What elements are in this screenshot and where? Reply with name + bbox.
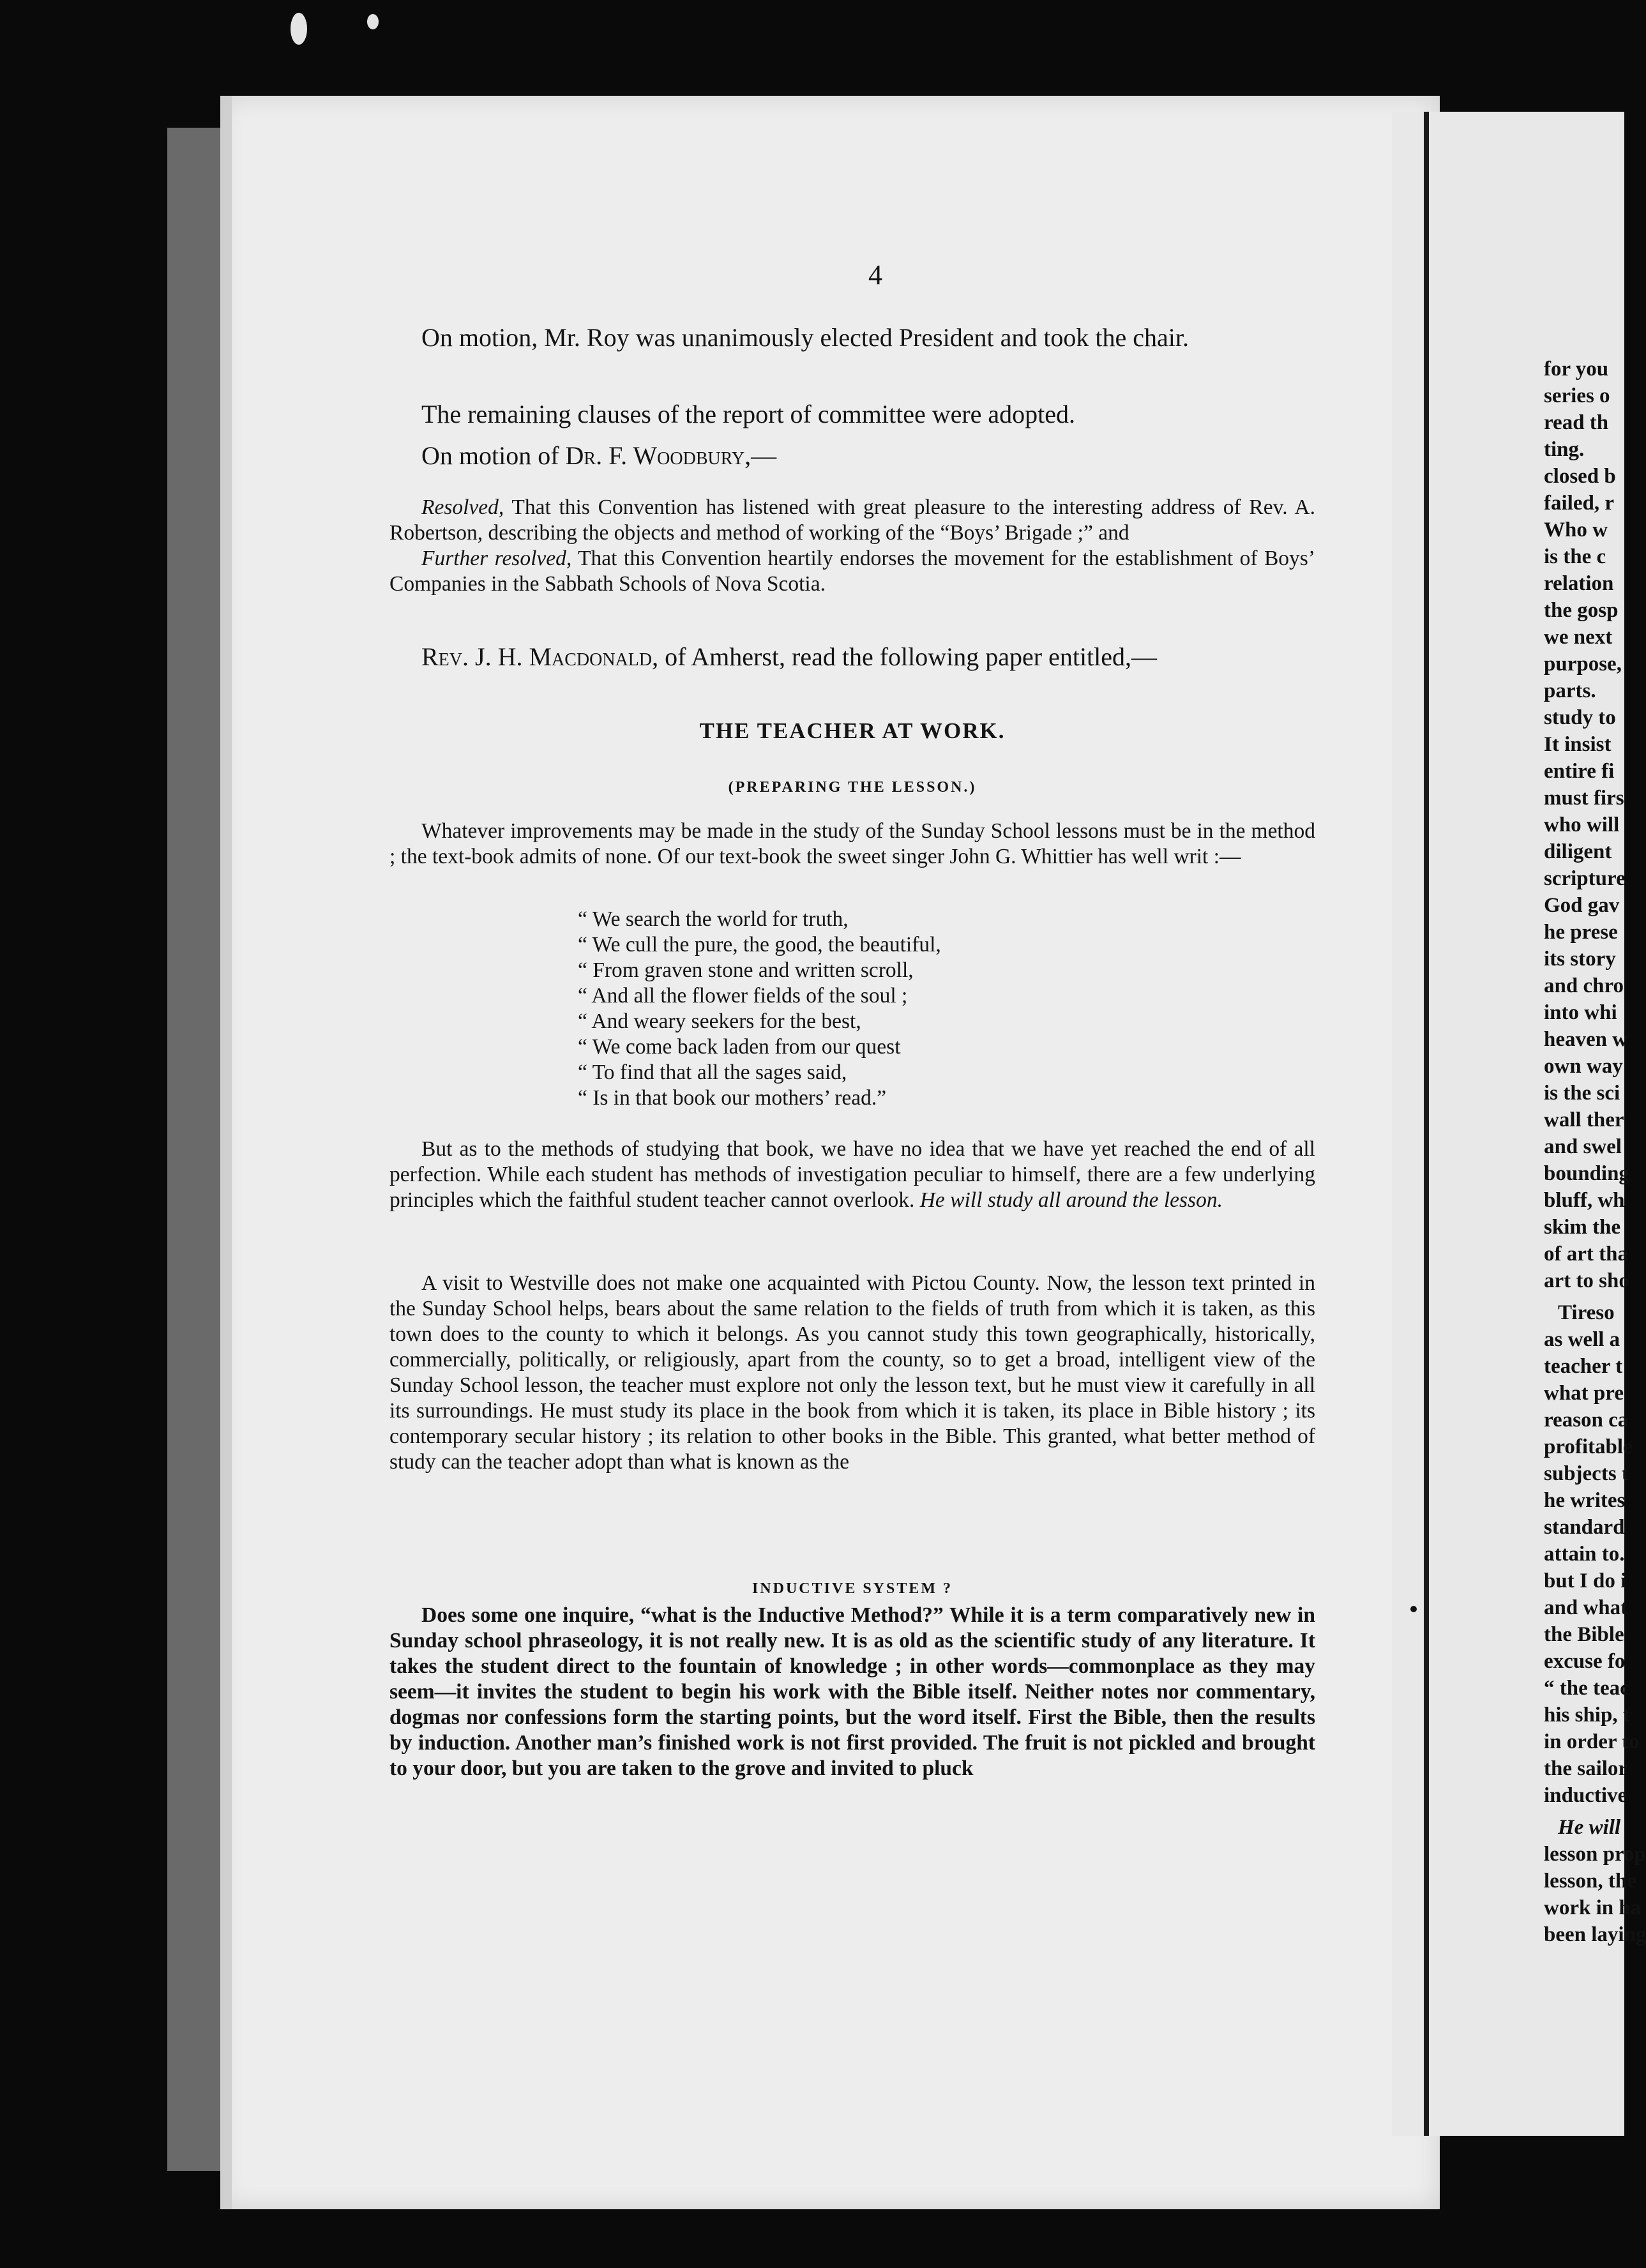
further-resolved-paragraph: [389, 546, 1315, 597]
woodbury-prefix: On motion of: [421, 441, 566, 470]
right-page-line: bluff, wh: [1544, 1189, 1625, 1212]
poem-line: “ We come back laden from our quest: [578, 1035, 901, 1059]
right-page-line: of art tha: [1544, 1243, 1628, 1266]
right-page-line: he prese: [1544, 921, 1618, 944]
right-page-line: but I do i: [1544, 1569, 1627, 1592]
right-page-line: into whi: [1544, 1001, 1617, 1024]
right-page-line: skim the: [1544, 1216, 1621, 1239]
paper-subtitle: (PREPARING THE LESSON.): [728, 779, 977, 796]
right-page-line: is the c: [1544, 545, 1606, 568]
right-page-line: who will: [1544, 813, 1620, 836]
right-page-line: and what: [1544, 1596, 1628, 1619]
right-page-line: for you: [1544, 358, 1609, 381]
page-number: 4: [868, 259, 883, 291]
poem-line: “ Is in that book our mothers’ read.”: [578, 1086, 887, 1110]
scan-speck: [291, 13, 307, 45]
right-page-line: in order to: [1544, 1730, 1640, 1753]
woodbury-block: [389, 441, 1315, 471]
paper-title: THE TEACHER AT WORK.: [699, 718, 1006, 743]
right-page-line: lesson, the: [1544, 1870, 1636, 1893]
poem-line: “ And weary seekers for the best,: [578, 1009, 861, 1033]
right-page-line: failed, r: [1544, 492, 1614, 515]
right-page-line: heaven w: [1544, 1028, 1628, 1051]
right-page-line: relation: [1544, 572, 1614, 595]
right-page-line: study to: [1544, 706, 1616, 729]
right-page-line: what pre: [1544, 1382, 1624, 1405]
right-page-line: closed b: [1544, 465, 1616, 488]
resolved-text: That this Convention has listened with great pleasure to the interesting address of Rev. A. Robertson, describing the objects and method of working of the “Boys’ Brigade ;” and: [389, 495, 1315, 545]
right-page-line: inductive: [1544, 1784, 1627, 1807]
right-page-line: and chro: [1544, 974, 1624, 997]
right-page-line: standard: [1544, 1516, 1625, 1539]
right-page-line: attain to.: [1544, 1543, 1625, 1566]
right-page-line: he writes: [1544, 1489, 1626, 1512]
right-page-line: excuse fo: [1544, 1650, 1626, 1673]
inductive-heading: INDUCTIVE SYSTEM ?: [751, 1580, 953, 1597]
right-page-line: work in ha: [1544, 1896, 1642, 1919]
intro-paragraph: Whatever improvements may be made in the study of the Sunday School lessons must be in the method ; the text-book admits of none. Of our text-book the sweet singer John G. Whittier has well writ :—: [389, 819, 1315, 868]
right-page-line: bounding: [1544, 1162, 1629, 1185]
right-page-line: been laying: [1544, 1923, 1646, 1946]
woodbury-paragraph: [389, 441, 1315, 471]
page-gutter: [1424, 112, 1429, 2136]
title-block: [389, 718, 1315, 744]
resolved-label: Resolved,: [421, 495, 504, 519]
report-block: [389, 399, 1315, 430]
motion-paragraph: On motion, Mr. Roy was unanimously elected President and took the chair.: [421, 323, 1189, 352]
inductive-heading-block: [389, 1580, 1315, 1598]
poem-line: “ And all the flower fields of the soul ;: [578, 984, 908, 1008]
right-page-line: parts.: [1544, 679, 1596, 702]
right-page-line: subjects t: [1544, 1462, 1629, 1485]
inductive-paragraph: Does some one inquire, “what is the Inductive Method?” While it is a term comparatively new in Sunday school phraseology, it is not really new. It is as old as the scientific study of any literature. It takes the student direct to the fountain of knowledge ; in other words—commonplace as they may seem—it invites the student to begin his work with the Bible itself. Neither notes nor commentary, dogmas nor confessions form the starting points, but the word itself. First the Bible, then the results by induction. Another man’s finished work is not first provided. The fruit is not pickled and brought to your door, but you are taken to the grove and invited to pluck: [389, 1603, 1315, 1780]
poem-line: “ We cull the pure, the good, the beautiful,: [578, 933, 941, 956]
right-page-line: It insist: [1544, 733, 1612, 756]
methods-paragraph: [389, 1137, 1315, 1213]
right-page-line: “ the teac: [1544, 1677, 1629, 1700]
right-page-line: reason ca: [1544, 1409, 1629, 1432]
report-paragraph: The remaining clauses of the report of committee were adopted.: [421, 400, 1076, 428]
right-page-line: Who w: [1544, 518, 1608, 541]
further-resolved-text: That this Convention heartily endorses the movement for the establishment of Boys’ Companies in the Sabbath Schools of Nova Scotia.: [389, 547, 1315, 596]
right-page-line: scripture: [1544, 867, 1626, 890]
macdonald-block: [389, 642, 1315, 672]
macdonald-paragraph: [389, 642, 1315, 672]
scan-dot: [1410, 1606, 1417, 1612]
right-page-line: the Bible: [1544, 1623, 1624, 1646]
westville-paragraph: A visit to Westville does not make one acquainted with Pictou County. Now, the lesson text printed in the Sunday School helps, bears about the same relation to the fields of truth from which it is taken, as this town does to the county to which it belongs. As you cannot study this town geographically, historically, commercially, politically, or religiously, apart from the county, so to get a broad, intelligent view of the Sunday School lesson, the teacher must explore not only the lesson text, but he must view it carefully in all its surroundings. He must study its place in the book from which it is taken, its place in Bible history ; its contemporary secular history ; its relation to other books in the Bible. This granted, what better method of study can the teacher adopt than what is known as the: [389, 1271, 1315, 1474]
right-page-line: entire fi: [1544, 760, 1615, 783]
inductive-block: [389, 1603, 1315, 1781]
intro-block: [389, 819, 1315, 870]
methods-italic: He will study all around the lesson.: [919, 1188, 1223, 1212]
methods-text: But as to the methods of studying that book, we have no idea that we have yet reached the end of all perfection. While each student has methods of investigation peculiar to himself, there are a few underlying principles which the faithful student teacher cannot overlook.: [389, 1137, 1315, 1212]
poem-line: “ From graven stone and written scroll,: [578, 958, 914, 982]
right-page-line: his ship, t: [1544, 1704, 1630, 1727]
right-page-line: lesson prop: [1544, 1843, 1646, 1866]
right-page-line: ting.: [1544, 438, 1585, 461]
poem: [578, 907, 1216, 1111]
right-page-line: profitable: [1544, 1435, 1633, 1458]
motion-paragraph-block: [389, 322, 1315, 353]
methods-block: [389, 1137, 1315, 1213]
poem-block: [578, 907, 1216, 1111]
right-page-line: the sailor: [1544, 1757, 1628, 1780]
right-page-line: is the sci: [1544, 1082, 1620, 1105]
resolutions-block: [389, 495, 1315, 597]
right-page-line: must firs: [1544, 787, 1624, 810]
right-page-line: and swel: [1544, 1135, 1622, 1158]
right-page-line: its story: [1544, 948, 1616, 971]
right-page-line: God gav: [1544, 894, 1620, 917]
right-page-line: series o: [1544, 384, 1610, 407]
right-page-line: the gosp: [1544, 599, 1619, 622]
poem-line: “ To find that all the sages said,: [578, 1061, 847, 1084]
macdonald-name: Rev. J. H. Macdonald,: [421, 642, 659, 671]
woodbury-name: Dr. F. Woodbury,—: [565, 441, 777, 470]
further-resolved-label: Further resolved,: [421, 547, 572, 570]
poem-line: “ We search the world for truth,: [578, 907, 849, 931]
right-page-line: teacher t: [1544, 1355, 1623, 1378]
right-page-line: art to sho: [1544, 1269, 1629, 1292]
macdonald-text: of Amherst, read the following paper entitled,—: [658, 642, 1158, 671]
westville-block: [389, 1271, 1315, 1475]
left-page-edge: [220, 96, 232, 2209]
right-page-line: diligent: [1544, 840, 1612, 863]
right-page-line: wall ther: [1544, 1108, 1624, 1131]
resolved-paragraph: [389, 495, 1315, 546]
right-page-line: own way: [1544, 1055, 1623, 1078]
right-page-line: purpose,: [1544, 653, 1622, 676]
right-page-line: as well a: [1544, 1328, 1620, 1351]
right-page-line: He will: [1558, 1816, 1621, 1839]
right-page-line: we next: [1544, 626, 1613, 649]
subtitle-block: [389, 779, 1315, 796]
right-page-line: Tireso: [1558, 1301, 1615, 1324]
right-page-line: read th: [1544, 411, 1609, 434]
scan-speck: [367, 14, 379, 29]
